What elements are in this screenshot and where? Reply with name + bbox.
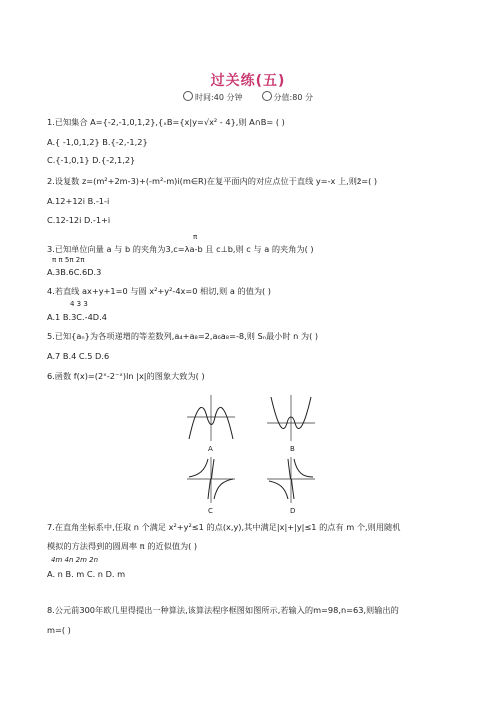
time-limit: 时间:40 分钟	[195, 93, 243, 102]
question-5: 5.已知{aₙ}为各项递增的等差数列,a₄+a₈=2,a₆a₈=-8,则 Sₙ最小时 n 为( )	[47, 331, 319, 341]
graph-label-c: C	[208, 507, 213, 515]
question-1: 1.已知集合 A={-2,-1,0,1,2},{ₓB={x|y=√x² - 4},则 A∩B= ( )	[47, 117, 285, 127]
question-2-options-cd: C.12-12i D.-1+i	[47, 215, 111, 225]
question-3-fraction-top: π	[193, 233, 198, 241]
graph-label-d: D	[290, 507, 296, 515]
question-3: 3.已知单位向量 a 与 b 的夹角为3,c=λa-b 且 c⊥b,则 c 与 a 的夹角为( )	[47, 244, 314, 254]
question-5-options: A.7 B.4 C.5 D.6	[47, 351, 110, 361]
graph-c	[185, 455, 237, 505]
question-3-options: A.3B.6C.6D.3	[47, 267, 102, 277]
graph-b	[265, 393, 317, 443]
question-1-options-ab: A.{ -1,0,1,2} B.{-2,-1,2}	[47, 137, 148, 147]
graph-label-b: B	[290, 445, 295, 453]
question-4: 4.若直线 ax+y+1=0 与圆 x²+y²-4x=0 相切,则 a 的值为( )	[47, 286, 272, 296]
question-4-options: A.1 B.3C.-4D.4	[47, 312, 107, 322]
exam-meta	[0, 91, 496, 103]
clock-icon	[183, 91, 193, 101]
question-3-options-top: π π 5π 2π	[52, 256, 85, 264]
question-6: 6.函数 f(x)=(2ˣ-2⁻ˣ)ln |x|的图象大致为( )	[47, 371, 205, 381]
question-4-options-top: 4 3 3	[70, 300, 88, 308]
graph-a	[185, 393, 237, 443]
question-7-line-2: 模拟的方法得到的圆周率 π 的近似值为( )	[47, 541, 198, 551]
question-7-line-1: 7.在直角坐标系中,任取 n 个满足 x²+y²≤1 的点(x,y),其中满足|x|+|y|≤1 的点有 m 个,则用随机	[47, 522, 401, 532]
question-8-line-2: m=( )	[47, 625, 71, 635]
page-title: 过关练(五)	[210, 73, 286, 89]
question-7-options: A. n B. m C. n D. m	[47, 569, 126, 579]
question-7-options-top: 4m 4n 2m 2n	[51, 556, 99, 564]
question-8-line-1: 8.公元前300年欧几里得提出一种算法,该算法程序框图如图所示,若输入的m=98,n=63,则输出的	[47, 605, 399, 615]
question-1-options-cd: C.{-1,0,1} D.{-2,1,2}	[47, 155, 136, 165]
check-circle-icon	[262, 91, 272, 101]
score-total: 分值:80 分	[273, 93, 313, 102]
graph-label-a: A	[208, 445, 213, 453]
question-2-options-ab: A.12+12i B.-1-i	[47, 196, 110, 206]
question-2: 2.设复数 z=(m²+2m-3)+(-m²-m)i(m∈R)在复平面内的对应点位于直线 y=-x 上,则z̄=( )	[47, 176, 378, 186]
graph-d	[265, 455, 317, 505]
